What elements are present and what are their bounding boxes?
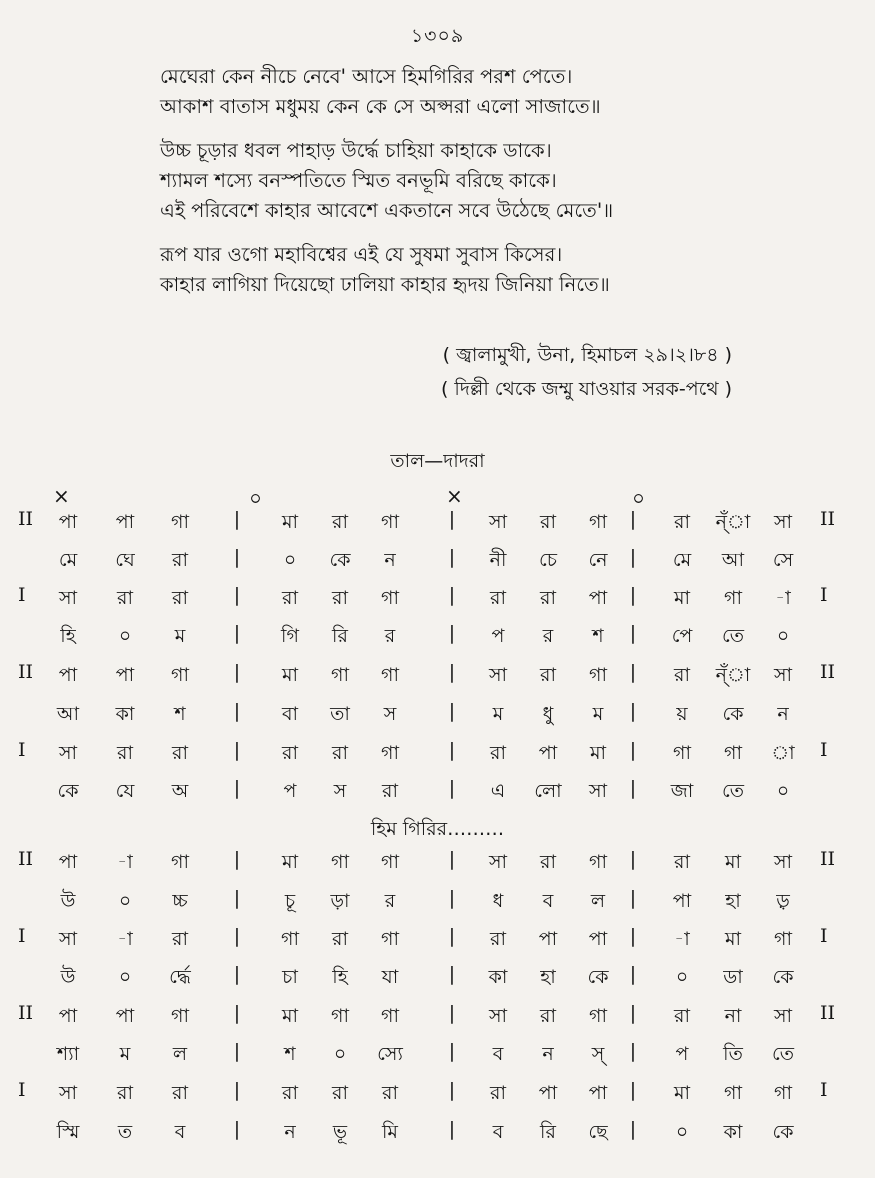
lyric-cell: ব — [542, 890, 554, 912]
lyric-cell: তে — [722, 780, 744, 802]
swara-cell: মা — [281, 851, 299, 873]
lyric-cell: নে — [588, 549, 608, 571]
swara-cell: গা — [589, 511, 607, 533]
lyric-cell: ভূ — [332, 1121, 348, 1143]
swara-cell: মা — [673, 587, 691, 609]
swara-cell: গা — [171, 664, 189, 686]
swara-cell: গা — [774, 928, 792, 950]
swara-cell: রা — [540, 511, 556, 533]
swara-cell: সা — [773, 511, 793, 533]
row-start-mark: II — [18, 661, 34, 683]
lyric-cell: মে — [672, 549, 692, 571]
swara-cell: রা — [117, 742, 133, 764]
swara-row — [0, 576, 875, 616]
bar-divider: | — [629, 1118, 637, 1140]
lyric-cell: তে — [772, 1043, 794, 1065]
swara-cell: গা — [381, 1005, 399, 1027]
bar-divider: | — [629, 1040, 637, 1062]
swara-cell: -া — [674, 928, 690, 950]
lyric-cell: ন — [284, 1121, 296, 1143]
swara-row — [0, 917, 875, 957]
lyric-row — [0, 538, 875, 578]
swara-cell: ন্ঁা — [715, 664, 751, 686]
lyric-cell: কে — [772, 1121, 794, 1143]
lyric-cell: নী — [489, 549, 507, 571]
lyric-cell: যা — [381, 966, 399, 988]
lyric-cell: এ — [490, 780, 506, 802]
row-end-mark: II — [820, 661, 836, 683]
bar-divider: | — [233, 887, 241, 909]
lyric-cell: রি — [540, 1121, 556, 1143]
bar-divider: | — [448, 777, 456, 799]
lyric-cell: লো — [534, 780, 562, 802]
lyric-cell: রি — [332, 625, 348, 647]
bar-divider: | — [448, 622, 456, 644]
swara-cell: সা — [58, 587, 78, 609]
swara-cell: মা — [589, 742, 607, 764]
swara-row — [0, 500, 875, 540]
swara-cell: পা — [58, 1005, 78, 1027]
swara-cell: গা — [331, 664, 349, 686]
swara-cell: -া — [775, 587, 791, 609]
swara-cell: রা — [540, 587, 556, 609]
lyric-cell: জা — [670, 780, 694, 802]
swara-cell: -া — [117, 851, 133, 873]
bar-divider: | — [233, 546, 241, 568]
swara-row — [0, 653, 875, 693]
swara-cell: পা — [538, 1082, 558, 1104]
row-end-mark: I — [820, 739, 828, 761]
swara-cell: গা — [724, 587, 742, 609]
bar-divider: | — [448, 739, 456, 761]
bar-divider: | — [448, 661, 456, 683]
lyric-cell: ০ — [118, 625, 132, 647]
lyric-cell: উ — [60, 890, 76, 912]
sam-mark: × — [446, 484, 463, 508]
swara-cell: া — [771, 742, 795, 764]
poem-line: উচ্চ চূড়ার ধবল পাহাড় উর্দ্ধে চাহিয়া কাহাকে ডাকে। — [160, 139, 552, 162]
lyric-cell: পে — [671, 625, 693, 647]
lyric-cell: বা — [281, 703, 299, 725]
swara-cell: মা — [673, 1082, 691, 1104]
lyric-cell: প — [675, 1043, 689, 1065]
lyric-cell: প — [283, 780, 297, 802]
swara-cell: মা — [724, 928, 742, 950]
lyric-cell: ড়া — [330, 890, 350, 912]
swara-cell: ন্ঁা — [715, 511, 751, 533]
bar-divider: | — [448, 1040, 456, 1062]
page-number: ১৩০৯ — [410, 25, 465, 47]
row-start-mark: I — [18, 925, 26, 947]
bar-divider: | — [233, 1118, 241, 1140]
swara-row — [0, 840, 875, 880]
swara-cell: পা — [538, 928, 558, 950]
lyric-cell: শ — [174, 703, 186, 725]
swara-cell: সা — [488, 511, 508, 533]
bar-divider: | — [629, 739, 637, 761]
place-date: ( জ্বালামুখী, উনা, হিমাচল ২৯।২।৮৪ ) — [442, 344, 732, 366]
swara-cell: গা — [381, 851, 399, 873]
lyric-cell: ম — [119, 1043, 131, 1065]
row-end-mark: II — [820, 508, 836, 530]
lyric-cell: মি — [382, 1121, 398, 1143]
lyric-cell: হা — [725, 890, 741, 912]
swara-cell: রা — [332, 1082, 348, 1104]
swara-cell: গা — [381, 742, 399, 764]
bar-divider: | — [448, 546, 456, 568]
lyric-cell: ম — [492, 703, 504, 725]
lyric-cell: সা — [588, 780, 608, 802]
row-start-mark: II — [18, 848, 34, 870]
swara-cell: রা — [490, 742, 506, 764]
lyric-cell: ব — [174, 1121, 186, 1143]
poem-line: কাহার লাগিয়া দিয়েছো ঢালিয়া কাহার হৃদয় জিনিয়া নিতে॥ — [160, 273, 610, 296]
swara-cell: রা — [674, 511, 690, 533]
lyric-cell: ল — [172, 1043, 188, 1065]
tala-heading: তাল—দাদরা — [390, 450, 485, 472]
swara-cell: মা — [724, 851, 742, 873]
swara-cell: গা — [673, 742, 691, 764]
bar-divider: | — [448, 925, 456, 947]
bar-divider: | — [629, 963, 637, 985]
bar-divider: | — [448, 700, 456, 722]
lyric-row — [0, 955, 875, 995]
lyric-cell: হা — [540, 966, 556, 988]
swara-cell: সা — [58, 742, 78, 764]
swara-cell: পা — [538, 742, 558, 764]
poem-line: এই পরিবেশে কাহার আবেশে একতানে সবে উঠেছে মেতে'॥ — [160, 199, 614, 222]
bar-divider: | — [233, 1002, 241, 1024]
lyric-cell: ত — [117, 1121, 133, 1143]
lyric-cell: চ্চ — [172, 890, 188, 912]
lyric-row — [0, 692, 875, 732]
lyric-cell: উ — [60, 966, 76, 988]
bar-divider: | — [448, 887, 456, 909]
row-start-mark: II — [18, 1002, 34, 1024]
lyric-cell: রা — [382, 780, 398, 802]
bar-divider: | — [629, 508, 637, 530]
row-start-mark: II — [18, 508, 34, 530]
lyric-row — [0, 1032, 875, 1072]
section-subheading: হিম গিরির……… — [370, 818, 505, 840]
lyric-cell: ব — [492, 1121, 504, 1143]
swara-cell: রা — [674, 1005, 690, 1027]
route-note: ( দিল্লী থেকে জম্মু যাওয়ার সরক-পথে ) — [440, 378, 732, 400]
swara-cell: গা — [171, 1005, 189, 1027]
swara-cell: রা — [172, 587, 188, 609]
swara-cell: গা — [171, 511, 189, 533]
lyric-cell: শ — [592, 625, 604, 647]
bar-divider: | — [233, 584, 241, 606]
swara-cell: রা — [382, 1082, 398, 1104]
lyric-cell: আ — [56, 703, 80, 725]
swara-cell: -া — [117, 928, 133, 950]
swara-cell: সা — [773, 664, 793, 686]
swara-cell: রা — [332, 511, 348, 533]
swara-cell: রা — [540, 851, 556, 873]
lyric-cell: র — [542, 625, 554, 647]
lyric-cell: পা — [672, 890, 692, 912]
swara-cell: গা — [381, 587, 399, 609]
sam-mark: × — [53, 484, 70, 508]
bar-divider: | — [629, 584, 637, 606]
lyric-cell: তা — [330, 703, 350, 725]
bar-divider: | — [629, 661, 637, 683]
swara-cell: রা — [332, 928, 348, 950]
swara-row — [0, 994, 875, 1034]
swara-cell: সা — [58, 1082, 78, 1104]
lyric-cell: কা — [723, 1121, 743, 1143]
swara-cell: রা — [172, 1082, 188, 1104]
swara-cell: গা — [589, 1005, 607, 1027]
row-end-mark: I — [820, 1079, 828, 1101]
lyric-cell: স — [383, 703, 397, 725]
bar-divider: | — [233, 963, 241, 985]
swara-cell: পা — [58, 664, 78, 686]
lyric-cell: স্ — [591, 1043, 605, 1065]
lyric-cell: মে — [58, 549, 78, 571]
lyric-cell: ০ — [118, 890, 132, 912]
bar-divider: | — [233, 777, 241, 799]
swara-cell: রা — [674, 664, 690, 686]
bar-divider: | — [448, 1118, 456, 1140]
lyric-cell: প — [491, 625, 505, 647]
lyric-cell: য় — [676, 703, 688, 725]
lyric-cell: ব — [492, 1043, 504, 1065]
lyric-cell: র — [384, 625, 396, 647]
swara-cell: গা — [774, 1082, 792, 1104]
lyric-cell: হি — [60, 625, 76, 647]
lyric-cell: র্দ্ধে — [169, 966, 191, 988]
poem-line: শ্যামল শস্যে বনস্পতিতে স্মিত বনভূমি বরিছে কাকে। — [160, 169, 557, 192]
lyric-row — [0, 614, 875, 654]
swara-cell: পা — [588, 928, 608, 950]
khali-mark: ০ — [249, 486, 263, 510]
lyric-cell: চা — [282, 966, 298, 988]
row-start-mark: I — [18, 584, 26, 606]
lyric-cell: ০ — [776, 625, 790, 647]
bar-divider: | — [233, 1040, 241, 1062]
lyric-cell: শ্যা — [56, 1043, 80, 1065]
bar-divider: | — [233, 508, 241, 530]
swara-cell: গা — [381, 664, 399, 686]
swara-cell: সা — [773, 1005, 793, 1027]
row-end-mark: II — [820, 848, 836, 870]
bar-divider: | — [448, 1079, 456, 1101]
khali-mark: ০ — [632, 486, 646, 510]
swara-cell: রা — [490, 587, 506, 609]
swara-cell: পা — [58, 851, 78, 873]
swara-cell: গা — [381, 511, 399, 533]
swara-cell: না — [724, 1005, 742, 1027]
bar-divider: | — [629, 1002, 637, 1024]
swara-cell: সা — [488, 664, 508, 686]
bar-divider: | — [448, 848, 456, 870]
swara-cell: মা — [281, 511, 299, 533]
swara-cell: রা — [172, 742, 188, 764]
swara-cell: রা — [332, 742, 348, 764]
poem-line: রূপ যার ওগো মহাবিশ্বের এই যে সুষমা সুবাস কিসের। — [160, 243, 563, 266]
lyric-cell: ০ — [333, 1043, 347, 1065]
bar-divider: | — [629, 887, 637, 909]
swara-cell: গা — [381, 928, 399, 950]
bar-divider: | — [448, 963, 456, 985]
lyric-cell: হি — [332, 966, 348, 988]
swara-cell: রা — [172, 928, 188, 950]
swara-cell: পা — [58, 511, 78, 533]
swara-cell: গা — [331, 851, 349, 873]
swara-cell: পা — [115, 664, 135, 686]
row-start-mark: I — [18, 1079, 26, 1101]
swara-cell: গা — [171, 851, 189, 873]
swara-row — [0, 731, 875, 771]
swara-cell: রা — [490, 928, 506, 950]
lyric-cell: ০ — [283, 549, 297, 571]
composition-credits — [441, 338, 732, 406]
lyric-cell: যে — [115, 780, 135, 802]
row-end-mark: II — [820, 1002, 836, 1024]
lyric-cell: তে — [722, 625, 744, 647]
bar-divider: | — [629, 1079, 637, 1101]
swara-cell: সা — [488, 851, 508, 873]
lyric-row — [0, 769, 875, 809]
lyric-cell: আ — [721, 549, 745, 571]
lyric-cell: সে — [772, 549, 794, 571]
swara-cell: রা — [490, 1082, 506, 1104]
lyric-cell: শ — [284, 1043, 296, 1065]
swara-row — [0, 1071, 875, 1111]
swara-cell: পা — [588, 1082, 608, 1104]
lyric-cell: ম — [592, 703, 604, 725]
lyric-cell: ঘে — [115, 549, 135, 571]
poem-line: আকাশ বাতাস মধুময় কেন কে সে অপ্সরা এলো সাজাতে॥ — [160, 95, 601, 118]
bar-divider: | — [448, 1002, 456, 1024]
lyric-cell: চে — [539, 549, 557, 571]
swara-cell: রা — [282, 1082, 298, 1104]
lyric-cell: কে — [329, 549, 351, 571]
lyric-cell: ড়় — [776, 890, 790, 912]
swara-cell: মা — [281, 664, 299, 686]
swara-cell: পা — [115, 1005, 135, 1027]
lyric-cell: স — [333, 780, 347, 802]
bar-divider: | — [233, 925, 241, 947]
swara-cell: গা — [589, 664, 607, 686]
lyric-cell: স্যে — [377, 1043, 403, 1065]
bar-divider: | — [233, 661, 241, 683]
lyric-cell: ন — [542, 1043, 554, 1065]
lyric-row — [0, 879, 875, 919]
swara-cell: রা — [282, 587, 298, 609]
bar-divider: | — [233, 848, 241, 870]
swara-cell: গা — [724, 742, 742, 764]
lyric-cell: ধ — [492, 890, 504, 912]
bar-divider: | — [629, 848, 637, 870]
lyric-cell: চূ — [284, 890, 296, 912]
swara-cell: রা — [282, 742, 298, 764]
lyric-cell: ল — [590, 890, 606, 912]
lyric-cell: ০ — [675, 1121, 689, 1143]
lyric-cell: কে — [57, 780, 79, 802]
swara-cell: রা — [117, 1082, 133, 1104]
lyric-cell: কে — [587, 966, 609, 988]
bar-divider: | — [233, 700, 241, 722]
swara-cell: সা — [58, 928, 78, 950]
swara-cell: গা — [331, 1005, 349, 1027]
lyric-row — [0, 1110, 875, 1150]
lyric-cell: ০ — [118, 966, 132, 988]
lyric-cell: কে — [772, 966, 794, 988]
bar-divider: | — [233, 622, 241, 644]
lyric-cell: ন — [384, 549, 396, 571]
row-end-mark: I — [820, 584, 828, 606]
lyric-cell: ম — [174, 625, 186, 647]
lyric-cell: রা — [172, 549, 188, 571]
swara-cell: রা — [117, 587, 133, 609]
swara-cell: রা — [540, 664, 556, 686]
lyric-cell: ০ — [675, 966, 689, 988]
swara-cell: সা — [488, 1005, 508, 1027]
bar-divider: | — [448, 508, 456, 530]
lyric-cell: ডা — [723, 966, 743, 988]
bar-divider: | — [448, 584, 456, 606]
swara-cell: পা — [588, 587, 608, 609]
swara-cell: গা — [724, 1082, 742, 1104]
swara-cell: গা — [589, 851, 607, 873]
bar-divider: | — [629, 925, 637, 947]
lyric-cell: গি — [281, 625, 299, 647]
swara-cell: গা — [281, 928, 299, 950]
swara-cell: মা — [281, 1005, 299, 1027]
bar-divider: | — [629, 546, 637, 568]
swara-cell: রা — [540, 1005, 556, 1027]
swara-cell: রা — [332, 587, 348, 609]
lyric-cell: স্মি — [56, 1121, 80, 1143]
bar-divider: | — [233, 739, 241, 761]
row-start-mark: I — [18, 739, 26, 761]
row-end-mark: I — [820, 925, 828, 947]
lyric-cell: অ — [171, 780, 189, 802]
lyric-cell: ০ — [776, 780, 790, 802]
bar-divider: | — [629, 622, 637, 644]
swara-cell: রা — [674, 851, 690, 873]
swara-cell: সা — [773, 851, 793, 873]
lyric-cell: ছে — [588, 1121, 608, 1143]
lyric-cell: কা — [115, 703, 135, 725]
bar-divider: | — [629, 777, 637, 799]
poem-line: মেঘেরা কেন নীচে নেবে' আসে হিমগিরির পরশ পেতে। — [160, 65, 573, 88]
lyric-cell: কা — [488, 966, 508, 988]
lyric-cell: তি — [723, 1043, 743, 1065]
poem — [160, 62, 840, 300]
lyric-cell: ন — [777, 703, 789, 725]
lyric-cell: ধু — [542, 703, 554, 725]
lyric-cell: র — [384, 890, 396, 912]
lyric-cell: কে — [722, 703, 744, 725]
swara-cell: পা — [115, 511, 135, 533]
bar-divider: | — [629, 700, 637, 722]
bar-divider: | — [233, 1079, 241, 1101]
